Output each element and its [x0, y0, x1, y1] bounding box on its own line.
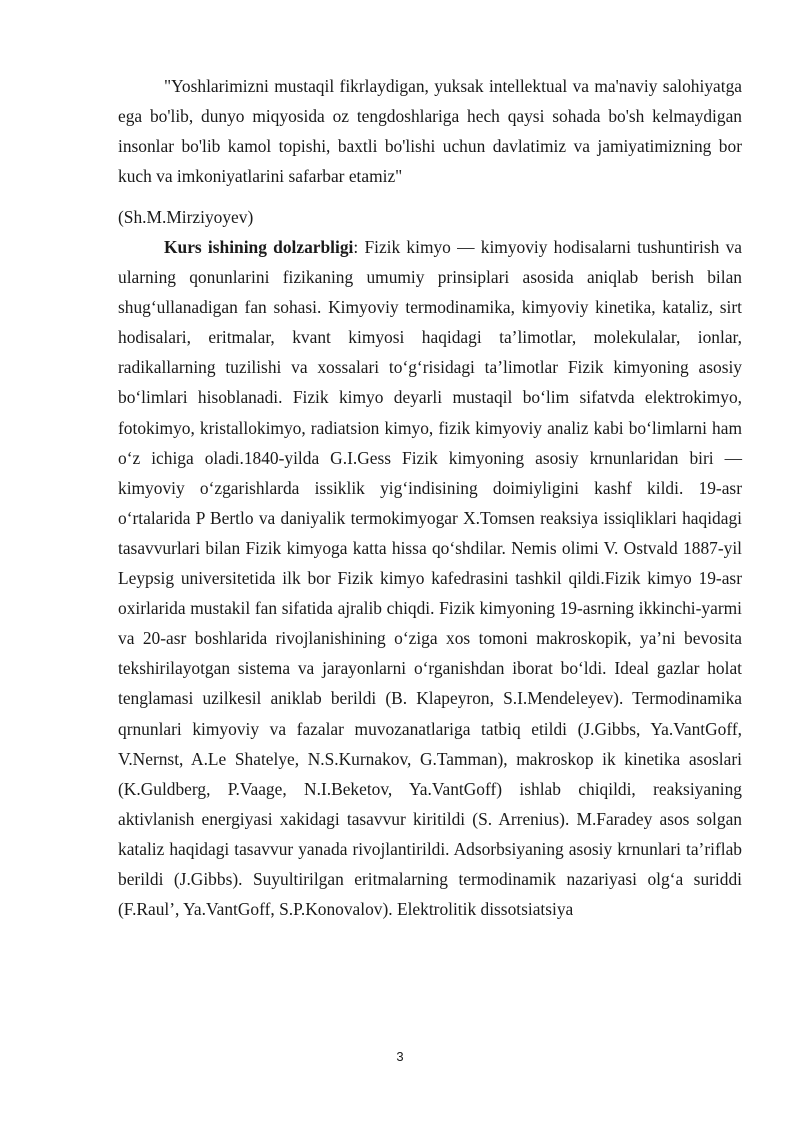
epigraph-quote: [118, 71, 742, 191]
paragraph-text: [118, 232, 742, 924]
section-lead-heading: Kurs ishining dolzarbligi: [164, 237, 354, 257]
section-paragraph: [118, 232, 742, 924]
page-number: 3: [396, 1049, 404, 1064]
section-body-text: : Fizik kimyo — kimyoviy hodisalarni tushuntirish va ularning qonunlarini fizikaning umumiy prinsiplari asosida aniqlab berish bilan shug‘ullanadigan fan sohasi. Kimyoviy termodinamika, kimyoviy kinetika, kataliz, sirt hodisalari, eritmalar, kvant kimyosi haqidagi ta’limotlar, molekulalar, ionlar, radikallarning tuzilishi va xossalari to‘g‘risidagi ta’limotlar Fizik kimyoning asosiy bo‘limlari hisoblanadi. Fizik kimyo deyarli mustaqil bo‘lim sifatvda elektrokimyo, fotokimyo, kristallokimyo, radiatsion kimyo, fizik kimyoviy analiz kabi bo‘limlarni ham o‘z ichiga oladi.1840-yilda G.I.Gess Fizik kimyoning asosiy krnunlaridan biri — kimyoviy o‘zgarishlarda issiklik yig‘indisining doimiyligini kashf kildi. 19-asr o‘rtalarida P Bertlo va daniyalik termokimyogar X.Tomsen reaksiya issiqliklari haqidagi tasavvurlari bilan Fizik kimyoga katta hissa qo‘shdilar. Nemis olimi V. Ostvald 1887-yil Leypsig universitetida ilk bor Fizik kimyo kafedrasini tashkil qildi.Fizik kimyo 19-asr oxirlarida mustakil fan sifatida ajralib chiqdi. Fizik kimyoning 19-asrning ikkinchi-yarmi va 20-asr boshlarida rivojlanishining o‘ziga xos tomoni makroskopik, ya’ni bevosita tekshirilayotgan sistema va jarayonlarni o‘rganishdan iborat bo‘ldi. Ideal gazlar holat tenglamasi uzilkesil aniklab berildi (B. Klapeyron, S.I.Mendeleyev). Termodinamika qrnunlari kimyoviy va fazalar muvozanatlariga tatbiq etildi (J.Gibbs, Ya.VantGoff, V.Nernst, A.Le Shatelye, N.S.Kurnakov, G.Tamman), makroskop ik kinetika asoslari (K.Guldberg, P.Vaage, N.I.Beketov, Ya.VantGoff) ishlab chiqildi, reaksiyaning aktivlanish energiyasi xakidagi tasavvur kiritildi (S. Arrenius). M.Faradey asos solgan kataliz haqidagi tasavvur yanada rivojlantirildi. Adsorbsiyaning asosiy krnunlari ta’riflab berildi (J.Gibbs). Suyultirilgan eritmalarning termodinamik nazariyasi olg‘a suriddi (F.Raul’, Ya.VantGoff, S.P.Konovalov). Elektrolitik dissotsiatsiya: [118, 237, 742, 920]
quote-text: "Yoshlarimizni mustaqil fikrlaydigan, yuksak intellektual va ma'naviy salohiyatga ega bo'lib, dunyo miqyosida oz tengdoshlariga hech qaysi sohada bo'sh kelmaydigan insonlar bo'lib kamol topishi, baxtli bo'lishi uchun davlatimiz va jamiyatimizning bor kuch va imkoniyatlarini safarbar etamiz": [118, 76, 742, 187]
quote-author: (Sh.M.Mirziyoyev): [118, 207, 254, 227]
